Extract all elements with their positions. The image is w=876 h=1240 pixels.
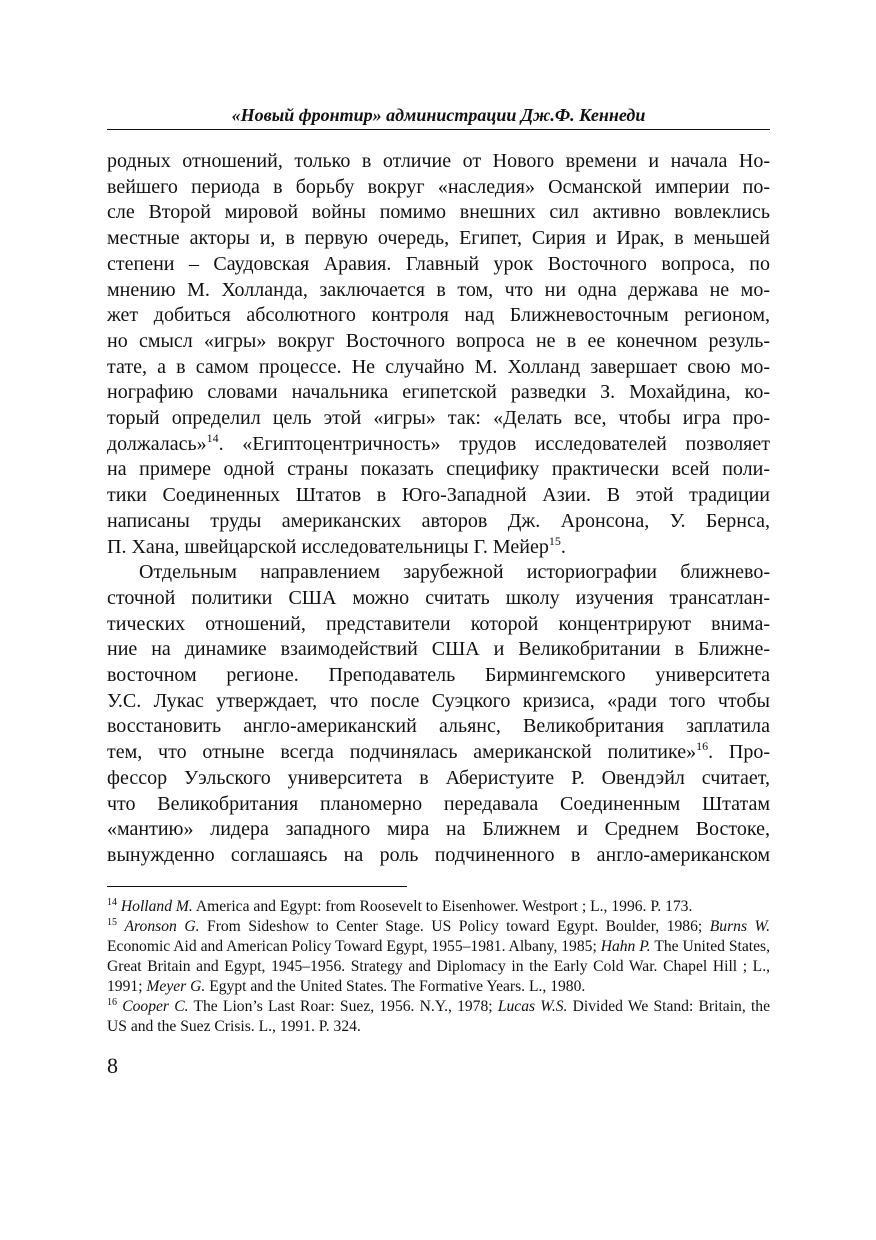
- footnote-number: 16: [107, 997, 117, 1008]
- text-line: [107, 380, 770, 406]
- footnote-author: Holland M.: [120, 898, 193, 915]
- line-text: тики Соединенных Штатов в Юго-Западной Азии. В этой традиции: [107, 484, 770, 507]
- footnote-number: 14: [107, 897, 117, 908]
- footnote-author: Hahn P.: [600, 938, 651, 955]
- line-text: вынужденно соглашаясь на роль подчиненного в англо-американском: [107, 843, 770, 866]
- line-text: восточном регионе. Преподаватель Бирмингемского университета: [107, 664, 770, 687]
- line-text: сле Второй мировой войны помимо внешних сил активно вовлеклись: [107, 201, 770, 224]
- footnote-author: Cooper C.: [122, 998, 189, 1015]
- line-text-after: . «Египтоцентричность» трудов исследователей позволяет: [218, 432, 770, 455]
- footnote-text: Economic Aid and American Policy Toward Egypt, 1955–1981. Albany, 1985;: [107, 938, 601, 955]
- footnote-text: The Lion’s Last Roar: Suez, 1956. N.Y., 1978;: [188, 998, 498, 1015]
- text-line: [107, 792, 770, 818]
- footnote: [107, 897, 770, 917]
- text-line: [107, 612, 770, 638]
- line-text: сточной политики США можно считать школу изучения трансатлан-: [107, 586, 770, 609]
- footnote: [107, 997, 770, 1037]
- text-line: [107, 843, 770, 869]
- text-line: [107, 714, 770, 740]
- line-text: тате, а в самом процессе. Не случайно М. Холланд завершает свою мо-: [107, 355, 770, 378]
- text-line: [107, 766, 770, 792]
- line-text: вейшего периода в борьбу вокруг «наследия» Османской империи по-: [107, 175, 770, 198]
- text-line: [107, 483, 770, 509]
- footnote-text: Divided We Stand: Britain, the US and the Suez Crisis. L., 1991. P. 324.: [107, 998, 770, 1035]
- line-text: мнению М. Холланда, заключается в том, что ни одна держава не мо-: [107, 278, 770, 301]
- page-bottom: [107, 886, 770, 1079]
- text-line: [107, 432, 770, 458]
- line-text: ние на динамике взаимодействий США и Великобритании в Ближне-: [107, 638, 770, 661]
- line-text: жет добиться абсолютного контроля над Ближневосточным регионом,: [107, 304, 770, 327]
- text-line: [107, 200, 770, 226]
- text-line: [107, 560, 770, 586]
- line-text: на примере одной страны показать специфику практически всей поли-: [107, 458, 770, 481]
- line-text: но смысл «игры» вокруг Восточного вопроса не в ее конечном резуль-: [107, 329, 770, 352]
- page-number: 8: [107, 1053, 118, 1078]
- text-line: [107, 689, 770, 715]
- line-text: П. Хана, швейцарской исследовательницы Г. Мейер: [107, 535, 549, 558]
- footnote-number: 15: [107, 917, 117, 928]
- text-line: [107, 406, 770, 432]
- footnote-text: From Sideshow to Center Stage. US Policy toward Egypt. Boulder, 1986;: [199, 918, 710, 935]
- line-text: тем, что отныне всегда подчинялась американской политике»: [107, 741, 697, 764]
- text-line: [107, 457, 770, 483]
- footnote-text: The United States, Great Britain and Egypt, 1945–1956. Strategy and Diplomacy in the Early Cold War. Chapel Hill ; L., 1991;: [107, 938, 770, 995]
- text-line: [107, 175, 770, 201]
- text-line: [107, 637, 770, 663]
- header-rule: [107, 129, 770, 130]
- text-line: [107, 303, 770, 329]
- line-text: У.С. Лукас утверждает, что после Суэцкого кризиса, «ради того чтобы: [107, 689, 770, 712]
- footnote-ref: 15: [548, 533, 561, 548]
- text-line: [107, 586, 770, 612]
- line-text: тических отношений, представители которой концентрируют внима-: [107, 612, 770, 635]
- footnote-ref: 16: [696, 739, 709, 754]
- line-text: написаны труды американских авторов Дж. Аронсона, У. Бернса,: [107, 509, 770, 532]
- line-text: торый определил цель этой «игры» так: «Делать все, чтобы игра про-: [107, 407, 770, 430]
- footnote-author: Aronson G.: [124, 918, 200, 935]
- footnote-text: Egypt and the United States. The Formative Years. L., 1980.: [205, 978, 586, 995]
- line-text: местные акторы и, в первую очередь, Египет, Сирия и Ирак, в меньшей: [107, 227, 770, 250]
- line-text-after: . Про-: [708, 741, 771, 764]
- footnote-author: Lucas W.S.: [497, 998, 568, 1015]
- line-text: степени – Саудовская Аравия. Главный урок Восточного вопроса, по: [107, 252, 770, 275]
- text-line: [107, 329, 770, 355]
- line-text: родных отношений, только в отличие от Нового времени и начала Но-: [107, 150, 770, 172]
- text-line: [107, 252, 770, 278]
- line-text: что Великобритания планомерно передавала Соединенным Штатам: [107, 792, 770, 815]
- line-text: нографию словами начальника египетской разведки З. Мохайдина, ко-: [107, 381, 770, 404]
- text-line: [107, 278, 770, 304]
- line-text: Отдельным направлением зарубежной историографии ближнево-: [139, 561, 770, 584]
- text-line: [107, 535, 770, 561]
- footnote-text: America and Egypt: from Roosevelt to Eisenhower. Westport ; L., 1996. P. 173.: [192, 898, 693, 915]
- footnote-author: Burns W.: [709, 918, 770, 935]
- line-text: восстановить англо-американский альянс, Великобритания заплатила: [107, 715, 770, 738]
- text-line: [107, 663, 770, 689]
- footnote-ref: 14: [206, 430, 219, 445]
- line-text: должалась»: [107, 432, 207, 455]
- text-line: [107, 817, 770, 843]
- running-header: «Новый фронтир» администрации Дж.Ф. Кеннеди: [231, 105, 646, 125]
- footnote-author: Meyer G.: [146, 978, 206, 995]
- text-line: [107, 355, 770, 381]
- line-text: фессор Уэльского университета в Аберистуите Р. Овендэйл считает,: [107, 766, 770, 789]
- footnotes: [107, 897, 770, 1037]
- text-line: [107, 740, 770, 766]
- line-text: «мантию» лидера западного мира на Ближнем и Среднем Востоке,: [107, 818, 770, 841]
- text-line: [107, 509, 770, 535]
- body-text: [107, 149, 770, 869]
- text-line: [107, 226, 770, 252]
- footnote-separator: [107, 886, 407, 887]
- text-line: [107, 149, 770, 175]
- footnote: [107, 917, 770, 997]
- line-text-after: .: [560, 535, 566, 558]
